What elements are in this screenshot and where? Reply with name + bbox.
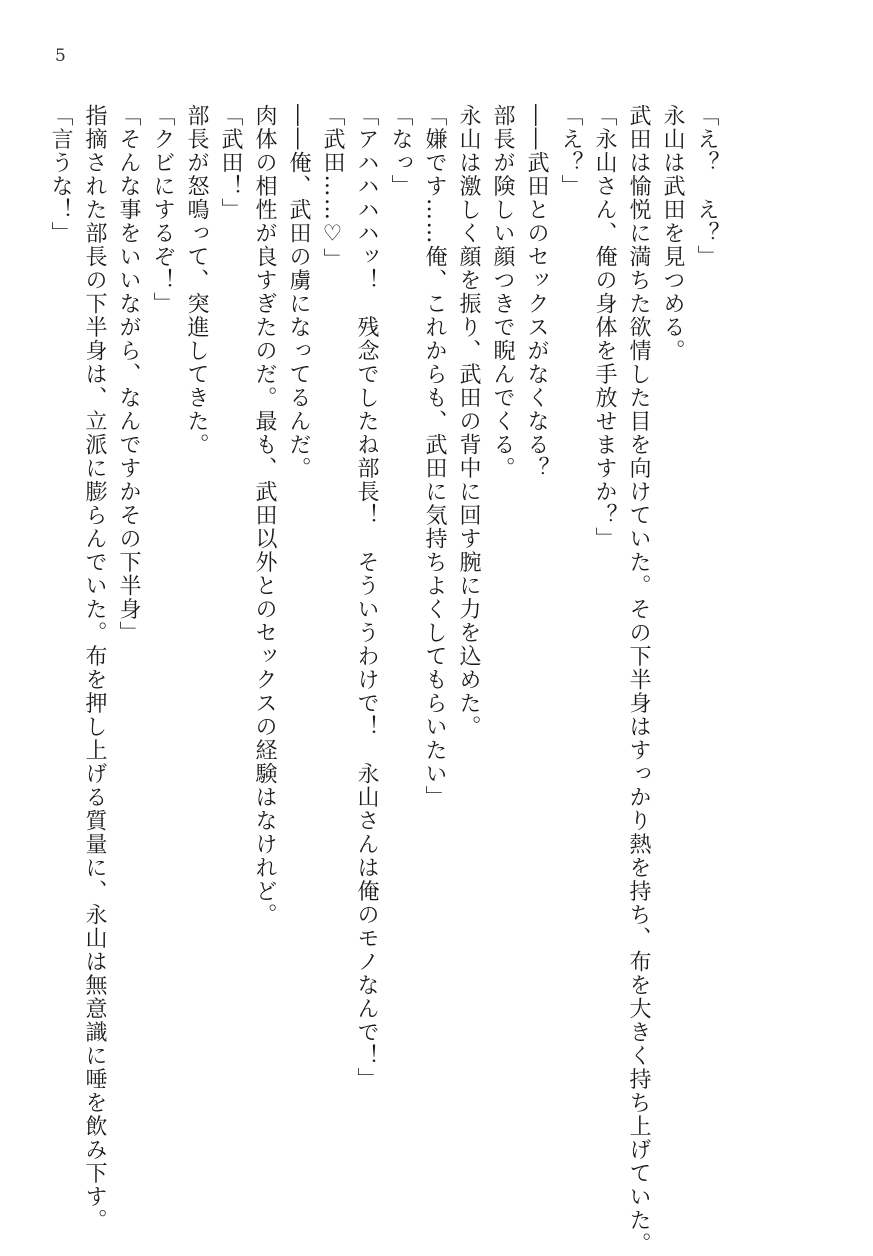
text-line: 「武田……♡」 xyxy=(320,104,345,272)
text-line: 永山は激しく顔を振り、武田の背中に回す腕に力を込めた。 xyxy=(456,104,481,739)
text-line: 「武田！」 xyxy=(218,104,243,222)
text-line: 「そんな事をいいながら、なんですかその下半身」 xyxy=(116,104,141,645)
text-line: 永山は武田を見つめる。 xyxy=(660,104,685,363)
text-line: 「アハハハハッ！ 残念でしたね部長！ そういうわけで！ 永山さんは俺のモノなんで！」 xyxy=(354,104,379,1091)
text-line: 部長が険しい顔つきで睨んでくる。 xyxy=(490,104,515,480)
text-line: 肉体の相性が良すぎたのだ。最も、武田以外とのセックスの経験はなけれど。 xyxy=(252,104,277,927)
text-line: 「え？」 xyxy=(558,104,583,198)
page-number: 5 xyxy=(55,46,66,66)
text-line: 「永山さん、俺の身体を手放せますか？」 xyxy=(592,104,617,551)
text-line: ――武田とのセックスがなくなる？ xyxy=(524,104,549,480)
text-line: 指摘された部長の下半身は、立派に膨らんでいた。布を押し上げる質量に、永山は無意識に唾を飲み下す。 xyxy=(82,104,107,1232)
text-line: 「嫌です……俺、これからも、武田に気持ちよくしてもらいたい」 xyxy=(422,104,447,809)
text-line: ――俺、武田の虜になってるんだ。 xyxy=(286,104,311,480)
text-line: 「クビにするぞ！」 xyxy=(150,104,175,316)
text-line: 「え？ え？」 xyxy=(694,104,719,269)
text-line: 「言うな！」 xyxy=(48,104,73,245)
body-text xyxy=(43,104,723,1256)
text-line: 武田は愉悦に満ちた欲情した目を向けていた。その下半身はすっかり熱を持ち、布を大きく持ち上げていた。 xyxy=(626,104,651,1256)
text-line: 「なっ」 xyxy=(388,104,413,198)
text-line: 部長が怒鳴って、突進してきた。 xyxy=(184,104,209,457)
